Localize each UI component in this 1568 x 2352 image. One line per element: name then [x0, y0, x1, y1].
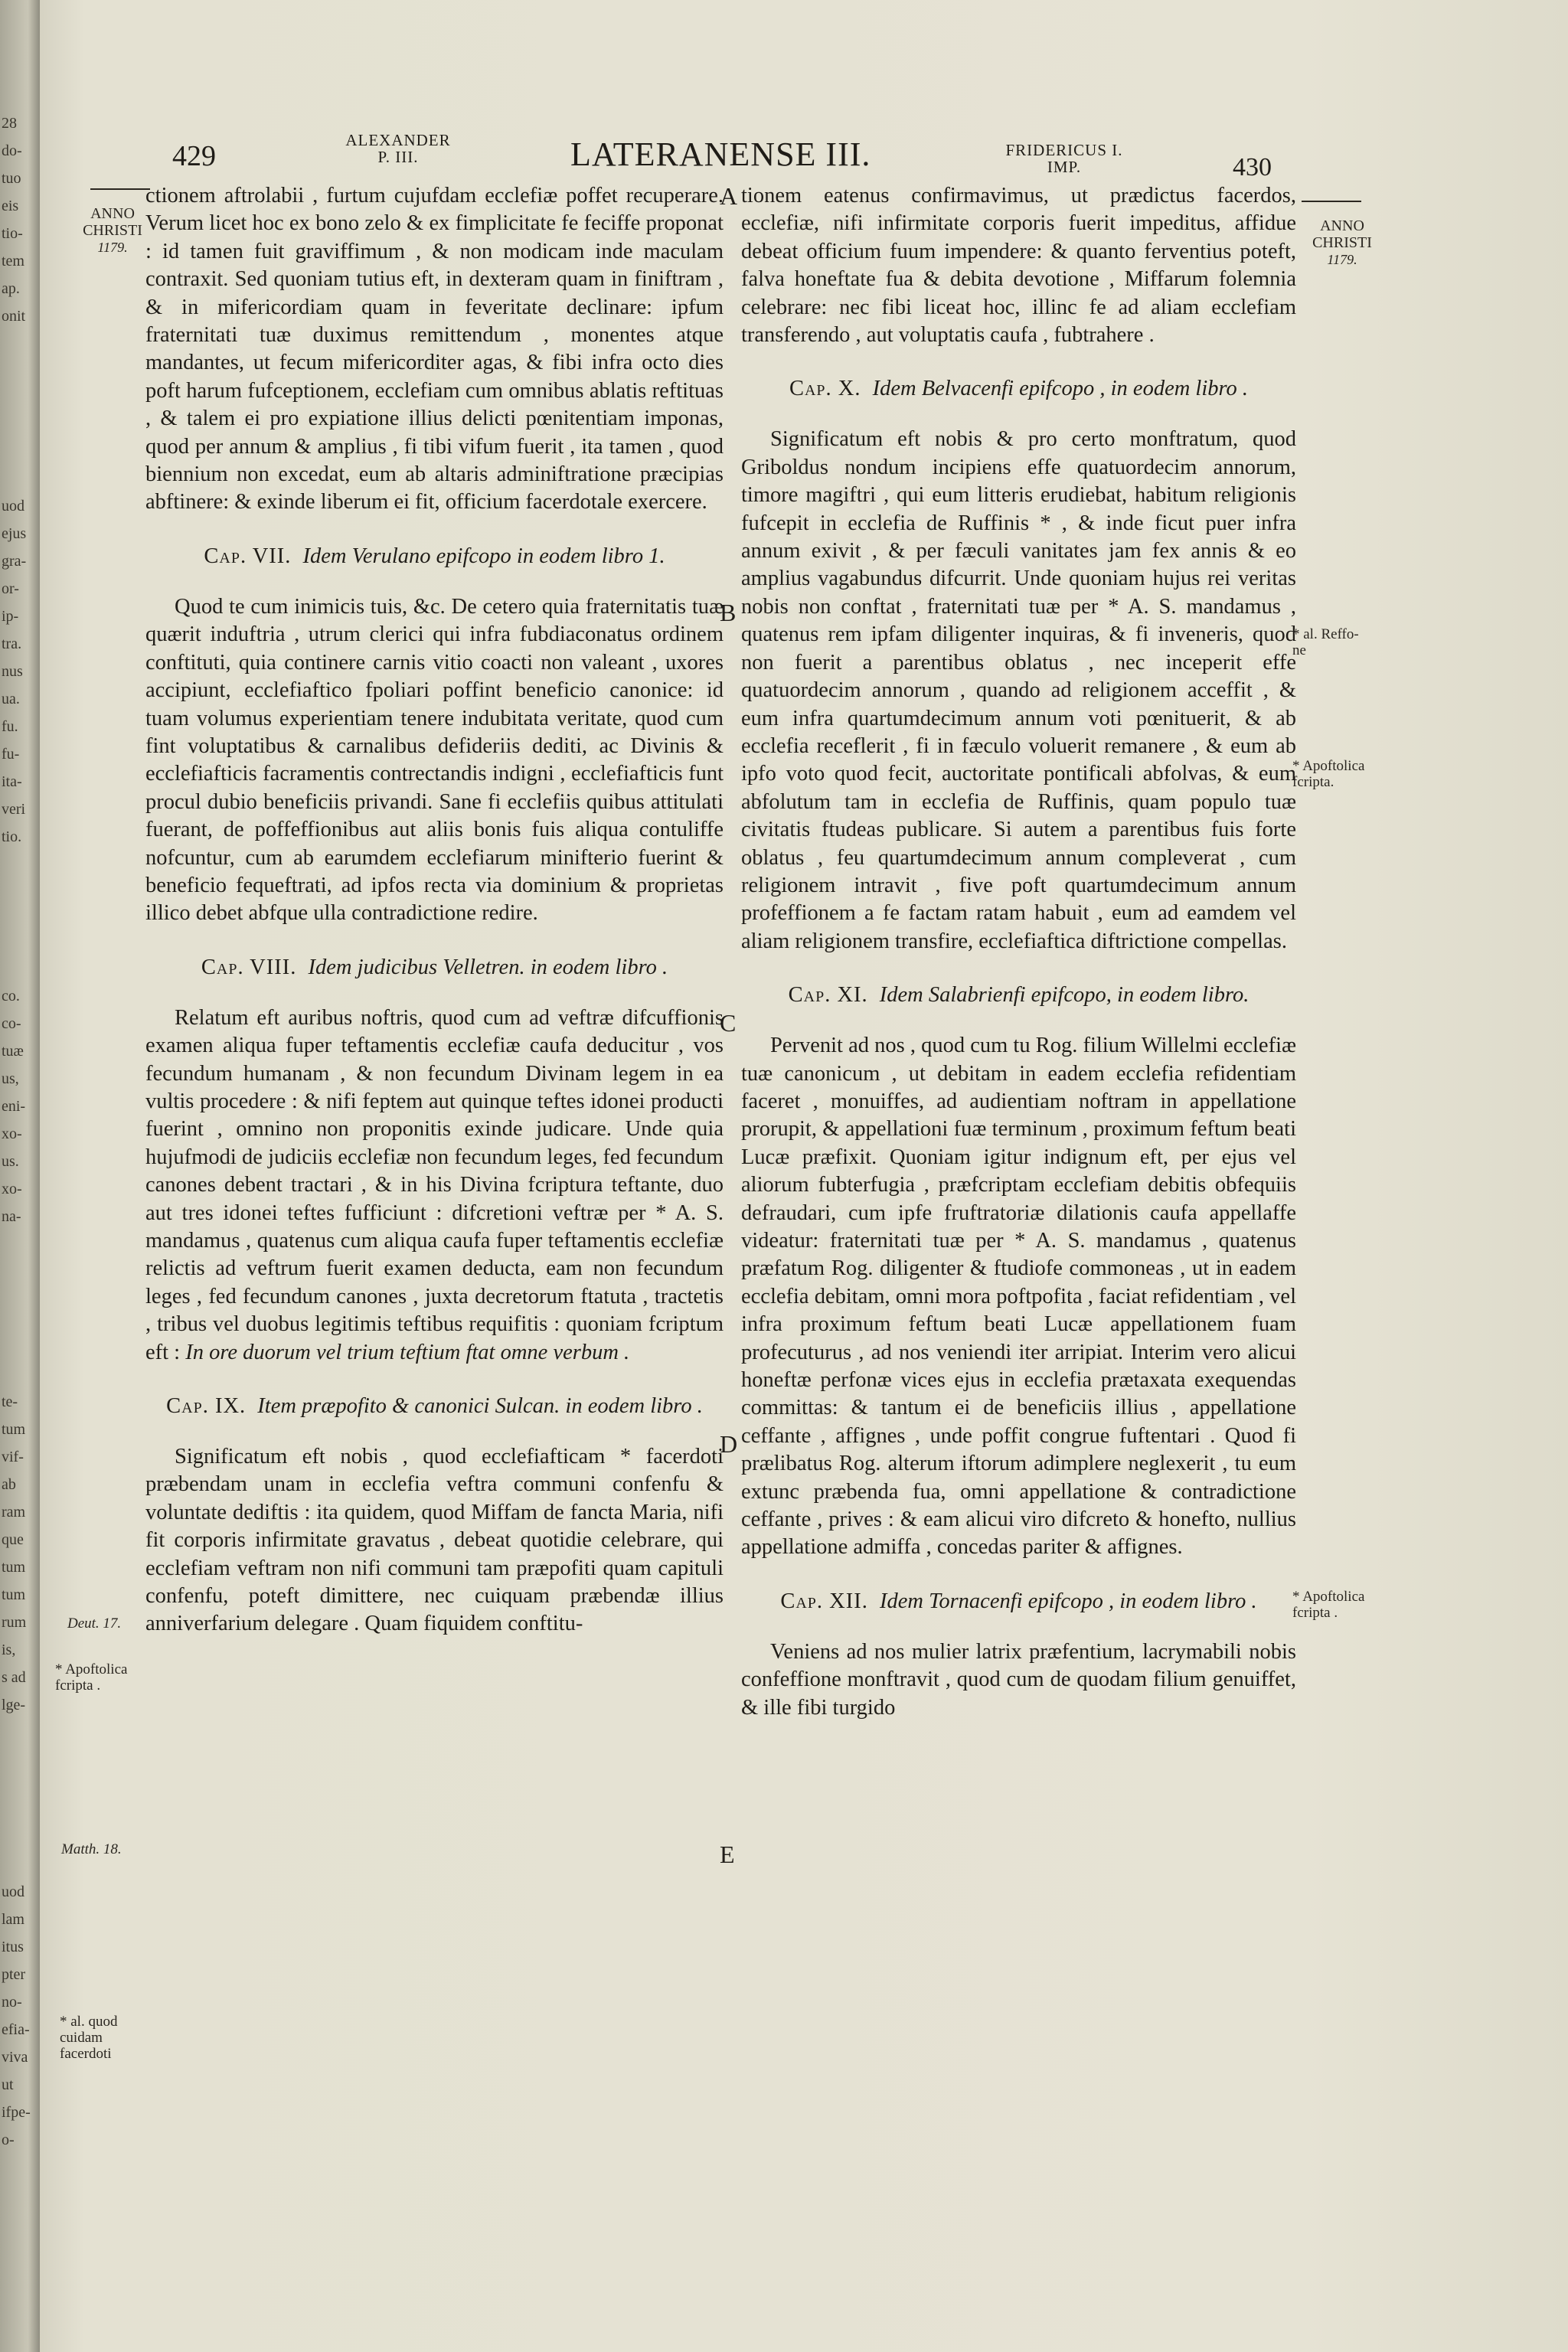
previous-page-fragment: tuæ: [2, 1043, 24, 1060]
previous-page-fragment: tum: [2, 1559, 26, 1576]
previous-page-fragment: ram: [2, 1504, 26, 1521]
chapter-title: Idem Tornacenfi epifcopo , in eodem libro .: [880, 1589, 1257, 1613]
previous-page-fragment: tio.: [2, 828, 22, 845]
anno-christi-right: [1300, 217, 1384, 268]
chapter-heading: [145, 1393, 724, 1420]
previous-page-fragment: na-: [2, 1208, 21, 1225]
previous-page-fragment: tuo: [2, 170, 21, 187]
previous-page-fragment: nus: [2, 663, 23, 680]
emperor-title: IMP.: [1047, 158, 1082, 176]
chapter-heading: [145, 543, 724, 570]
emperor-label: [991, 142, 1137, 175]
previous-page-fragment: tio-: [2, 225, 23, 242]
paragraph-text: Relatum eft auribus noftris, quod cum ad veftræ difcuffionis examen aliqua fuper teftamentis ecclefiæ caufa deducitur , vos fecundum humanam , & non fecundum Divinam legem in ea vultis procedere : & nifi feptem aut quinque teftes idonei producti fuerint , omnino non proponitis exinde judicare. Unde quia hujufmodi de judiciis ecclefiæ non fecundum leges, fed fecundum canones debent tractari , & in his Divina fcriptura teftante, duo aut tres idonei teftes fufficiunt : difcretioni veftræ per * A. S. mandamus , quatenus cum aliqua caufa fuper teftamentis ecclefiæ relictis ad veftrum fuerit examen deducta, eam non fecundum leges , fed fecundum canones , juxta decretorum ftatuta , tractetis , tribus vel duobus legitimis teftibus requifitis : quoniam fcriptum eft :: [145, 1005, 724, 1364]
paragraph: Veniens ad nos mulier latrix præfentium, lacrymabili nobis confeffione monftravit , quod cum de quodam filium genuiffet, & ille fibi turgido: [741, 1639, 1296, 1720]
previous-page-fragment: co-: [2, 1015, 21, 1032]
previous-page-edge: [0, 0, 40, 2352]
chapter-heading: [145, 954, 724, 982]
emperor-name: FRIDERICUS I.: [1005, 141, 1123, 159]
note-matth: Matth. 18.: [61, 1841, 122, 1857]
page-number-left: 429: [172, 140, 216, 172]
margin-rule-right: [1302, 201, 1361, 202]
previous-page-fragment: pter: [2, 1966, 26, 1983]
paragraph: ctionem aftrolabii , furtum cujufdam ecclefiæ poffet recuperare. Verum licet hoc ex bono zelo & ex fimplicitate fe feciffe proponat : id tamen fuit graviffimum , & non modicam inde maculam contraxit. Sed quoniam tutius eft, in dexteram quam in finiftram , & in mifericordiam quam in feveritate declinare: ipfum fraternitati tuæ duximus remittendum , monentes atque mandantes, ut fecum mifericorditer agas, & fibi infra octo dies poft harum fufceptionem, ecclefiam cum omnibus ablatis reftituas , & talem ei pro expiatione illius delicti pœnitentiam imponas, quod per annum & amplius , fi tibi vifum fuerit , ita tamen , quod biennium non excedat, eum ab altaris adminiftratione præcipias abftinere: & exinde liberum ei fit, officium facerdotale exercere.: [145, 184, 724, 514]
previous-page-fragment: ejus: [2, 525, 27, 542]
right-column: [741, 182, 1296, 1722]
paragraph: Pervenit ad nos , quod cum tu Rog. filium Willelmi ecclefiæ tuæ canonicum , ut debitam in eadem ecclefia refidentiam faceret , monuiffes, ad audientiam noftram in appellatione prorupit, & appellationi fuæ terminum , proximum feftum beati Lucæ præfixit. Quoniam igitur indignum eft, per ejus vel aliorum fubterfugia , præfcriptam ecclefiam debitis obfequiis defraudari, cum ipfe fruftratoriæ dilationis caufa appellaffe videatur: fraternitati tuæ per * A. S. mandamus , quatenus præfatum Rog. diligenter & ftudiofe commoneas , ut in eadem ecclefia debitam, omni mora poftpofita , faciat refidentiam , vel infra proximum feftum beati Lucæ appellationem fuam profecuturus , ad nos veniendi iter arripiat. Interim vero alicui honeftæ perfonæ vices ejus in ecclefia prætaxata exequendas committas: & tantum ei de beneficiis illius , appellatione ceffante , affignes , unde poffit congrue fuftentari . Quod fi prælibatus Rog. alterum iftorum adimplere neglexerit , tu eum extunc præbenda fua, omni appellatione & contradictione ceffante , prives : & eam alicui viro difcreto & honefto, nullius appellatione admiffa , concedas pariter & affignes.: [741, 1034, 1296, 1560]
previous-page-fragment: veri: [2, 801, 26, 818]
previous-page-fragment: tem: [2, 253, 24, 270]
chapter-heading: [741, 375, 1296, 403]
section-letter-d: D: [720, 1430, 738, 1458]
previous-page-fragment: ifpe-: [2, 2104, 31, 2121]
previous-page-fragment: uod: [2, 1883, 24, 1900]
previous-page-fragment: ua.: [2, 691, 20, 707]
anno-label: ANNO: [1320, 217, 1364, 234]
christi-label: CHRISTI: [1312, 234, 1372, 251]
previous-page-fragment: tra.: [2, 635, 22, 652]
anno-label: ANNO: [90, 205, 135, 222]
previous-page-fragment: itus: [2, 1939, 24, 1955]
author-name: ALEXANDER: [345, 131, 451, 149]
margin-rule-left: [90, 188, 150, 190]
chapter-title: Idem Salabrienfi epifcopo, in eodem libro.: [879, 983, 1250, 1008]
previous-page-fragment: xo-: [2, 1181, 22, 1197]
chapter-heading: [741, 1588, 1296, 1615]
note-apostolica-left: * Apoftolica fcripta .: [55, 1661, 128, 1694]
previous-page-fragment: ut: [2, 2076, 14, 2093]
previous-page-fragment: te-: [2, 1393, 18, 1410]
previous-page-fragment: xo-: [2, 1125, 22, 1142]
christi-label: CHRISTI: [83, 222, 142, 239]
page-title: LATERANENSE III.: [570, 136, 871, 173]
previous-page-fragment: tum: [2, 1586, 26, 1603]
previous-page-fragment: or-: [2, 580, 19, 597]
previous-page-fragment: us.: [2, 1153, 19, 1170]
previous-page-fragment: do-: [2, 142, 22, 159]
year-label: 1179.: [1327, 252, 1357, 267]
section-letter-b: B: [720, 599, 737, 626]
year-label: 1179.: [97, 240, 128, 255]
running-head: [0, 130, 1568, 184]
previous-page-fragment: ab: [2, 1476, 16, 1493]
chapter-number: Cap. XII.: [780, 1589, 868, 1613]
previous-page-fragment: 28: [2, 115, 17, 132]
chapter-title: Idem judicibus Velletren. in eodem libro .: [308, 955, 668, 979]
previous-page-fragment: eis: [2, 198, 19, 214]
page-number-right: 430: [1233, 153, 1272, 181]
previous-page-fragment: o-: [2, 2132, 15, 2148]
author-title: P. III.: [377, 148, 419, 166]
note-apostolica-right-2: * Apoftolica fcripta .: [1292, 1589, 1365, 1621]
previous-page-fragment: co.: [2, 988, 20, 1004]
previous-page-fragment: fu-: [2, 746, 20, 763]
previous-page-fragment: us,: [2, 1070, 19, 1087]
chapter-title: Idem Verulano epifcopo in eodem libro 1.: [302, 544, 665, 568]
chapter-title: Idem Belvacenfi epifcopo , in eodem libro .: [872, 377, 1249, 401]
previous-page-fragment: ita-: [2, 773, 22, 790]
previous-page-fragment: s ad: [2, 1669, 26, 1686]
paragraph: Significatum eft nobis , quod ecclefiafticam * facerdoti præbendam unam in ecclefia veftra communi confenfu & voluntate dediftis : ita quidem, quod Miffam de fancta Maria, nifi fit corporis infirmitate gravatus , debeat quotidie celebrare, qui ecclefiam veftram non nifi communi tam præpofiti quam capituli confenfu, poteft dimittere, nec cuiquam præbendæ illius anniverfarium delegare . Quam fiquidem conftitu-: [145, 1445, 724, 1636]
note-al-quod: * al. quod cuidam facerdoti: [60, 2014, 118, 2062]
scripture-quote: In ore duorum vel trium teftium ftat omne verbum .: [185, 1340, 630, 1364]
note-al-ressone: * al. Reffo-ne: [1292, 626, 1359, 658]
chapter-number: Cap. VII.: [204, 544, 292, 568]
paragraph: [145, 1004, 724, 1367]
left-column: [145, 182, 724, 1638]
chapter-number: Cap. X.: [789, 377, 861, 401]
previous-page-fragment: lge-: [2, 1697, 26, 1713]
previous-page-fragment: rum: [2, 1614, 27, 1631]
paragraph: Significatum eft nobis & pro certo monftratum, quod Griboldus nondum incipiens effe quatuordecim annorum, timore magiftri , qui eum litteris erudiebat, habitum religionis fufcepit in ecclefia de Ruffinis * , & inde ficut puer infra annum exivit , & per fæculi vanitates jam fex annis & eo amplius vagabundus difcurrit. Unde quoniam hujus rei veritas nobis non conftat , fraternitati tuæ per * A. S. mandamus , quatenus rem ipfam diligenter inquiras, & fi inveneris, quod non fuerit a parentibus oblatus , nec inceperit effe quatuordecim annorum , quando ad religionem acceffit , & eum infra quartumdecimum annum voti pœnituerit, & ab ecclefia receflerit , fi in fæculo voluerit remanere , & eum ab ipfo voto quod fecit, auctoritate pontificali abfolvas, & eum abfolutum tam in ecclefia de Ruffinis, quam populo tuæ civitatis ftudeas publicare. Si autem a parentibus fuis forte oblatus , feu quartumdecimum annum compleverat , cum religionem intravit , five poft quartumdecimum annum profeffionem a fe factam ratam habuit , eum ad eamdem vel aliam religionem transfire, ecclefiaftica diftrictione compellas.: [741, 427, 1296, 953]
previous-page-fragment: lam: [2, 1911, 24, 1928]
anno-christi-left: [70, 205, 155, 256]
previous-page-fragment: onit: [2, 308, 26, 325]
previous-page-fragment: is,: [2, 1642, 16, 1658]
previous-page-fragment: no-: [2, 1994, 22, 2011]
note-deut: Deut. 17.: [67, 1615, 122, 1632]
section-letter-a: A: [720, 182, 738, 210]
previous-page-fragment: que: [2, 1531, 24, 1548]
chapter-heading: [741, 982, 1296, 1009]
previous-page-fragment: ap.: [2, 280, 20, 297]
paragraph: Quod te cum inimicis tuis, &c. De cetero quia fraternitatis tuæ quærit induftria , utrum clerici qui infra fubdiaconatus ordinem conftituti, quia continere carnis vitio coacti non valeant , uxores accipiunt, ecclefiaftico fpoliari poffint beneficio canonice: id tuam volumus experientiam tenere indubitata veritate, quod cum fint voluptatibus & carnalibus defideriis dediti, ac Divinis & ecclefiafticis facramentis contrectandis indigni , ecclefiafticis funt procul dubio beneficiis privandi. Sane fi ecclefiis quibus attitulati fuerant, de poffeffionibus aut aliis bonis fuis aliqua contuliffe nofcuntur, cum ab earumdem ecclefiarum minifterio fuerint & beneficio fequeftrati, ad ipfos recta via dominium & proprietas illico debet abfque ulla contradictione redire.: [145, 594, 724, 926]
previous-page-fragment: eni-: [2, 1098, 26, 1115]
previous-page-fragment: viva: [2, 2049, 28, 2066]
chapter-number: Cap. XI.: [788, 983, 868, 1008]
paragraph: tionem eatenus confirmavimus, ut prædictus facerdos, ecclefiæ, nifi infirmitate corporis fuerit impeditus, affidue debeat officium fuum impendere: & quanto ferventius poteft, falva honeftate fua & debita devotione , Miffarum folemnia celebrare: nec fibi liceat hoc, illinc fe ad aliam ecclefiam transferendo , aut voluptatis caufa , fubtrahere .: [741, 184, 1296, 348]
author-label: [329, 132, 467, 165]
chapter-number: Cap. IX.: [166, 1394, 247, 1419]
note-apostolica-right-1: * Apoftolica fcripta.: [1292, 758, 1365, 790]
chapter-title: Item præpofito & canonici Sulcan. in eodem libro .: [257, 1394, 703, 1419]
previous-page-fragment: uod: [2, 498, 24, 514]
previous-page-fragment: ip-: [2, 608, 19, 625]
previous-page-fragment: gra-: [2, 553, 27, 570]
previous-page-fragment: fu.: [2, 718, 18, 735]
chapter-number: Cap. VIII.: [201, 955, 297, 979]
previous-page-fragment: tum: [2, 1421, 26, 1438]
previous-page-fragment: vif-: [2, 1449, 24, 1465]
section-letter-c: C: [720, 1009, 737, 1037]
previous-page-fragment: efia-: [2, 2021, 30, 2038]
section-letter-e: E: [720, 1841, 735, 1868]
